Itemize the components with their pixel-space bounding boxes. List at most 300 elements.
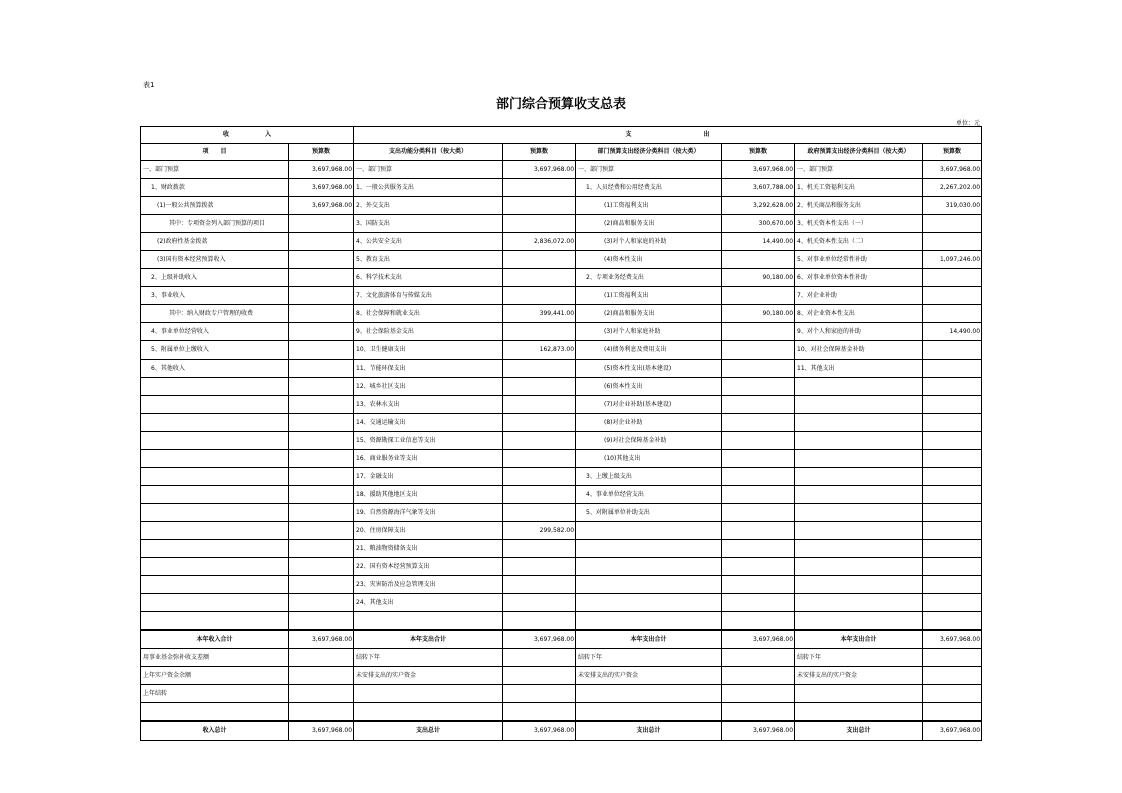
item-cell bbox=[354, 703, 503, 722]
amount-cell bbox=[503, 485, 576, 503]
item-cell bbox=[354, 685, 503, 703]
item-cell bbox=[795, 449, 923, 467]
item-cell bbox=[141, 485, 289, 503]
table-row bbox=[141, 721, 982, 740]
amount-cell bbox=[503, 558, 576, 576]
amount-cell bbox=[503, 449, 576, 467]
amount-cell bbox=[923, 449, 982, 467]
amount-cell bbox=[722, 377, 795, 395]
amount-cell bbox=[289, 251, 354, 269]
amount-cell: 90,180.00 bbox=[722, 305, 795, 323]
amount-cell: 3,697,968.00 bbox=[503, 161, 576, 179]
amount-cell: 2,267,202.00 bbox=[923, 179, 982, 197]
amount-cell: 3,697,968.00 bbox=[923, 161, 982, 179]
amount-cell bbox=[503, 431, 576, 449]
item-cell: (9)对社会保障基金补助 bbox=[576, 431, 722, 449]
item-cell: 4、事业单位经营收入 bbox=[141, 323, 289, 341]
amount-cell bbox=[289, 287, 354, 305]
item-cell bbox=[141, 594, 289, 612]
item-cell: 1、财政拨款 bbox=[141, 179, 289, 197]
table-row bbox=[141, 359, 982, 377]
amount-cell bbox=[289, 503, 354, 521]
item-cell: (1)工资福利支出 bbox=[576, 197, 722, 215]
amount-cell bbox=[289, 305, 354, 323]
table-row bbox=[141, 558, 982, 576]
amount-cell: 3,697,968.00 bbox=[722, 721, 795, 740]
item-cell: (6)资本性支出 bbox=[576, 377, 722, 395]
item-cell: 5、教育支出 bbox=[354, 251, 503, 269]
item-cell: 2、专项业务经费支出 bbox=[576, 269, 722, 287]
amount-cell bbox=[289, 359, 354, 377]
item-cell: 17、金融支出 bbox=[354, 467, 503, 485]
table-row bbox=[141, 576, 982, 594]
amount-cell: 3,697,968.00 bbox=[503, 630, 576, 649]
table-row bbox=[141, 612, 982, 631]
amount-cell bbox=[722, 521, 795, 539]
item-cell: 4、事业单位经营支出 bbox=[576, 485, 722, 503]
amount-cell bbox=[503, 667, 576, 685]
amount-cell bbox=[722, 485, 795, 503]
item-cell bbox=[141, 576, 289, 594]
item-cell: 本年支出合计 bbox=[576, 630, 722, 649]
amount-cell bbox=[923, 703, 982, 722]
amount-cell bbox=[289, 323, 354, 341]
item-cell bbox=[576, 521, 722, 539]
item-cell: 结转下年 bbox=[354, 649, 503, 667]
amount-cell bbox=[722, 467, 795, 485]
amount-cell bbox=[722, 287, 795, 305]
amount-cell bbox=[289, 395, 354, 413]
amount-cell bbox=[923, 215, 982, 233]
item-cell: 9、对个人和家庭的补助 bbox=[795, 323, 923, 341]
amount-cell bbox=[722, 413, 795, 431]
amount-cell bbox=[289, 521, 354, 539]
item-cell: 21、粮油物资储备支出 bbox=[354, 539, 503, 557]
expense-header: 支 出 bbox=[354, 127, 982, 144]
item-cell: 8、对企业资本性支出 bbox=[795, 305, 923, 323]
table-number-label: 表1 bbox=[143, 81, 155, 89]
amount-cell: 299,582.00 bbox=[503, 521, 576, 539]
amount-cell bbox=[923, 539, 982, 557]
item-cell: 7、文化旅游体育与传媒支出 bbox=[354, 287, 503, 305]
table-row bbox=[141, 179, 982, 197]
amount-cell bbox=[503, 251, 576, 269]
item-cell: 11、其他支出 bbox=[795, 359, 923, 377]
item-cell: 1、人员经费和公用经费支出 bbox=[576, 179, 722, 197]
item-cell: 7、对企业补助 bbox=[795, 287, 923, 305]
amount-cell: 319,030.00 bbox=[923, 197, 982, 215]
table-row bbox=[141, 431, 982, 449]
amount-cell bbox=[289, 467, 354, 485]
item-cell: 结转下年 bbox=[795, 649, 923, 667]
amount-cell bbox=[503, 377, 576, 395]
amount-cell bbox=[923, 395, 982, 413]
amount-cell: 90,180.00 bbox=[722, 269, 795, 287]
amount-cell bbox=[289, 649, 354, 667]
amount-cell bbox=[503, 359, 576, 377]
item-cell: 其中：纳入财政专户管理的收费 bbox=[141, 305, 289, 323]
item-cell: 10、卫生健康支出 bbox=[354, 341, 503, 359]
amount-cell bbox=[289, 594, 354, 612]
amount-cell: 300,670.00 bbox=[722, 215, 795, 233]
amount-cell: 2,836,072.00 bbox=[503, 233, 576, 251]
table-row bbox=[141, 485, 982, 503]
item-cell bbox=[795, 485, 923, 503]
budget-column-header: 预算数 bbox=[289, 144, 354, 161]
amount-cell bbox=[503, 685, 576, 703]
item-cell: 1、一般公共服务支出 bbox=[354, 179, 503, 197]
income-header: 收 入 bbox=[141, 127, 354, 144]
amount-cell: 3,697,968.00 bbox=[289, 630, 354, 649]
budget-column-header: 预算数 bbox=[923, 144, 982, 161]
item-cell bbox=[141, 395, 289, 413]
item-cell: 用事业基金弥补收支差额 bbox=[141, 649, 289, 667]
amount-cell bbox=[503, 467, 576, 485]
item-cell: 一、部门预算 bbox=[354, 161, 503, 179]
amount-cell bbox=[923, 594, 982, 612]
item-cell: 3、机关资本性支出（一） bbox=[795, 215, 923, 233]
table-row bbox=[141, 685, 982, 703]
item-cell bbox=[141, 413, 289, 431]
amount-cell bbox=[923, 377, 982, 395]
amount-cell bbox=[923, 667, 982, 685]
item-cell: 14、交通运输支出 bbox=[354, 413, 503, 431]
amount-cell bbox=[289, 413, 354, 431]
item-cell: 未安排支出的实户资金 bbox=[354, 667, 503, 685]
table-row bbox=[141, 539, 982, 557]
item-cell bbox=[576, 685, 722, 703]
item-cell: 上年实户资金余额 bbox=[141, 667, 289, 685]
amount-cell: 3,697,968.00 bbox=[722, 161, 795, 179]
amount-cell bbox=[923, 413, 982, 431]
amount-cell bbox=[722, 341, 795, 359]
amount-cell bbox=[289, 341, 354, 359]
item-cell: 5、对附属单位补助支出 bbox=[576, 503, 722, 521]
amount-cell: 399,441.00 bbox=[503, 305, 576, 323]
item-cell: (1)工资福利支出 bbox=[576, 287, 722, 305]
item-cell: 一、部门预算 bbox=[141, 161, 289, 179]
item-cell bbox=[795, 395, 923, 413]
item-cell bbox=[795, 612, 923, 631]
item-cell: 未安排支出的实户资金 bbox=[576, 667, 722, 685]
amount-cell bbox=[503, 395, 576, 413]
table-row bbox=[141, 703, 982, 722]
amount-cell bbox=[923, 558, 982, 576]
amount-cell bbox=[503, 215, 576, 233]
amount-cell bbox=[289, 539, 354, 557]
amount-cell: 14,490.00 bbox=[923, 323, 982, 341]
item-cell bbox=[141, 703, 289, 722]
item-cell bbox=[141, 539, 289, 557]
item-cell: 5、附属单位上缴收入 bbox=[141, 341, 289, 359]
item-cell: 15、资源勘探工业信息等支出 bbox=[354, 431, 503, 449]
amount-cell bbox=[503, 413, 576, 431]
item-cell: 23、灾害防治及应急管理支出 bbox=[354, 576, 503, 594]
item-cell: 5、对事业单位经常性补助 bbox=[795, 251, 923, 269]
item-cell: 2、外交支出 bbox=[354, 197, 503, 215]
item-cell: 3、事业收入 bbox=[141, 287, 289, 305]
amount-cell bbox=[289, 558, 354, 576]
amount-cell bbox=[923, 359, 982, 377]
table-row bbox=[141, 395, 982, 413]
amount-cell bbox=[289, 685, 354, 703]
item-cell: 6、其他收入 bbox=[141, 359, 289, 377]
table-row bbox=[141, 649, 982, 667]
amount-cell bbox=[923, 521, 982, 539]
table-row bbox=[141, 251, 982, 269]
amount-cell bbox=[722, 449, 795, 467]
item-cell bbox=[795, 576, 923, 594]
item-cell: (10)其他支出 bbox=[576, 449, 722, 467]
amount-cell bbox=[722, 558, 795, 576]
amount-cell: 3,697,968.00 bbox=[289, 179, 354, 197]
item-cell bbox=[795, 467, 923, 485]
item-cell bbox=[795, 413, 923, 431]
gov-economic-class-column-header: 政府预算支出经济分类科目（按大类） bbox=[795, 144, 923, 161]
item-cell bbox=[795, 521, 923, 539]
item-cell: 结转下年 bbox=[576, 649, 722, 667]
table-row bbox=[141, 269, 982, 287]
item-cell: 16、商业服务业等支出 bbox=[354, 449, 503, 467]
amount-cell bbox=[289, 703, 354, 722]
item-cell: 收入总计 bbox=[141, 721, 289, 740]
amount-cell bbox=[289, 233, 354, 251]
amount-cell: 3,697,968.00 bbox=[503, 721, 576, 740]
amount-cell bbox=[503, 539, 576, 557]
item-cell: 9、社会保险基金支出 bbox=[354, 323, 503, 341]
item-cell: 2、机关商品和服务支出 bbox=[795, 197, 923, 215]
amount-cell bbox=[923, 685, 982, 703]
table-row bbox=[141, 305, 982, 323]
item-cell: 支出总计 bbox=[354, 721, 503, 740]
amount-cell bbox=[289, 576, 354, 594]
item-cell: 10、对社会保障基金补助 bbox=[795, 341, 923, 359]
item-cell: (1)一般公共预算拨款 bbox=[141, 197, 289, 215]
item-cell: 6、科学技术支出 bbox=[354, 269, 503, 287]
table-row bbox=[141, 449, 982, 467]
amount-cell bbox=[722, 594, 795, 612]
item-cell: 未安排支出的实户资金 bbox=[795, 667, 923, 685]
amount-cell: 14,490.00 bbox=[722, 233, 795, 251]
item-cell bbox=[795, 685, 923, 703]
amount-cell: 1,097,246.00 bbox=[923, 251, 982, 269]
item-cell bbox=[795, 703, 923, 722]
amount-cell bbox=[722, 649, 795, 667]
item-cell bbox=[576, 703, 722, 722]
amount-cell bbox=[923, 305, 982, 323]
amount-cell bbox=[923, 612, 982, 631]
amount-cell bbox=[722, 323, 795, 341]
amount-cell: 3,697,968.00 bbox=[289, 197, 354, 215]
item-cell bbox=[576, 558, 722, 576]
item-cell bbox=[141, 558, 289, 576]
amount-cell bbox=[503, 576, 576, 594]
amount-cell: 3,697,968.00 bbox=[923, 630, 982, 649]
item-cell: 18、援助其他地区支出 bbox=[354, 485, 503, 503]
item-cell: 24、其他支出 bbox=[354, 594, 503, 612]
amount-cell bbox=[503, 323, 576, 341]
item-cell bbox=[141, 521, 289, 539]
amount-cell bbox=[722, 576, 795, 594]
amount-cell bbox=[923, 269, 982, 287]
item-cell bbox=[576, 539, 722, 557]
item-cell: 本年支出合计 bbox=[795, 630, 923, 649]
item-cell: 20、住房保障支出 bbox=[354, 521, 503, 539]
amount-cell bbox=[923, 576, 982, 594]
table-row bbox=[141, 667, 982, 685]
amount-cell bbox=[289, 377, 354, 395]
amount-cell bbox=[923, 649, 982, 667]
item-cell bbox=[141, 503, 289, 521]
budget-summary-table bbox=[140, 126, 982, 741]
amount-cell: 3,697,968.00 bbox=[289, 161, 354, 179]
table-row bbox=[141, 233, 982, 251]
amount-cell bbox=[289, 667, 354, 685]
amount-cell: 162,873.00 bbox=[503, 341, 576, 359]
item-cell: 2、上级补助收入 bbox=[141, 269, 289, 287]
item-cell: (3)国有资本经营预算收入 bbox=[141, 251, 289, 269]
amount-cell bbox=[923, 431, 982, 449]
table-row bbox=[141, 323, 982, 341]
item-cell: (7)对企业补助(基本建设) bbox=[576, 395, 722, 413]
unit-label: 单位：元 bbox=[955, 120, 980, 127]
amount-cell bbox=[503, 179, 576, 197]
item-cell: (3)对个人和家庭的补助 bbox=[576, 233, 722, 251]
item-cell: 12、城乡社区支出 bbox=[354, 377, 503, 395]
table-row bbox=[141, 413, 982, 431]
item-cell: 6、对事业单位资本性补助 bbox=[795, 269, 923, 287]
amount-cell bbox=[722, 431, 795, 449]
amount-cell bbox=[923, 467, 982, 485]
amount-cell bbox=[923, 485, 982, 503]
item-cell: 其中：专项资金列入部门预算的项目 bbox=[141, 215, 289, 233]
amount-cell bbox=[722, 612, 795, 631]
amount-cell bbox=[289, 612, 354, 631]
amount-cell: 3,607,788.00 bbox=[722, 179, 795, 197]
item-cell: 3、上缴上级支出 bbox=[576, 467, 722, 485]
item-cell: 一、部门预算 bbox=[576, 161, 722, 179]
item-cell: 本年支出合计 bbox=[354, 630, 503, 649]
item-cell bbox=[141, 431, 289, 449]
amount-cell bbox=[503, 703, 576, 722]
item-cell: (4)资本性支出 bbox=[576, 251, 722, 269]
dept-economic-class-column-header: 部门预算支出经济分类科目（按大类） bbox=[576, 144, 722, 161]
amount-cell bbox=[503, 287, 576, 305]
item-cell: 22、国有资本经营预算支出 bbox=[354, 558, 503, 576]
table-row bbox=[141, 377, 982, 395]
budget-column-header: 预算数 bbox=[503, 144, 576, 161]
item-cell bbox=[576, 576, 722, 594]
item-cell bbox=[795, 594, 923, 612]
table-row bbox=[141, 197, 982, 215]
item-cell: 一、部门预算 bbox=[795, 161, 923, 179]
function-class-column-header: 支出功能分类科目（按大类） bbox=[354, 144, 503, 161]
item-cell bbox=[795, 558, 923, 576]
amount-cell bbox=[923, 233, 982, 251]
amount-cell bbox=[722, 359, 795, 377]
item-column-header: 项 目 bbox=[141, 144, 289, 161]
amount-cell bbox=[503, 594, 576, 612]
amount-cell bbox=[722, 251, 795, 269]
item-cell bbox=[354, 612, 503, 631]
item-cell: 4、机关资本性支出（二） bbox=[795, 233, 923, 251]
page-title: 部门综合预算收支总表 bbox=[495, 97, 626, 112]
amount-cell bbox=[722, 503, 795, 521]
item-cell bbox=[576, 612, 722, 631]
amount-cell bbox=[722, 685, 795, 703]
amount-cell bbox=[923, 287, 982, 305]
item-cell: 11、节能环保支出 bbox=[354, 359, 503, 377]
item-cell: 4、公共安全支出 bbox=[354, 233, 503, 251]
amount-cell bbox=[503, 612, 576, 631]
amount-cell: 3,697,968.00 bbox=[289, 721, 354, 740]
budget-column-header: 预算数 bbox=[722, 144, 795, 161]
amount-cell bbox=[289, 449, 354, 467]
item-cell: (3)对个人和家庭补助 bbox=[576, 323, 722, 341]
amount-cell: 3,292,628.00 bbox=[722, 197, 795, 215]
item-cell: 1、机关工资福利支出 bbox=[795, 179, 923, 197]
item-cell: 上年结转 bbox=[141, 685, 289, 703]
item-cell bbox=[141, 377, 289, 395]
table-row bbox=[141, 467, 982, 485]
item-cell: 13、农林水支出 bbox=[354, 395, 503, 413]
item-cell: 8、社会保障和就业支出 bbox=[354, 305, 503, 323]
amount-cell bbox=[722, 667, 795, 685]
item-cell bbox=[795, 431, 923, 449]
amount-cell bbox=[503, 269, 576, 287]
amount-cell bbox=[722, 395, 795, 413]
item-cell bbox=[576, 594, 722, 612]
item-cell bbox=[141, 612, 289, 631]
item-cell bbox=[795, 503, 923, 521]
item-cell bbox=[795, 539, 923, 557]
amount-cell bbox=[289, 485, 354, 503]
amount-cell bbox=[503, 503, 576, 521]
item-cell: (2)商品和服务支出 bbox=[576, 305, 722, 323]
item-cell: (8)对企业补助 bbox=[576, 413, 722, 431]
amount-cell bbox=[289, 431, 354, 449]
amount-cell bbox=[923, 503, 982, 521]
amount-cell bbox=[722, 703, 795, 722]
item-cell: 支出总计 bbox=[795, 721, 923, 740]
item-cell: (4)债务利息及费用支出 bbox=[576, 341, 722, 359]
table-row bbox=[141, 161, 982, 179]
item-cell bbox=[141, 449, 289, 467]
table-row bbox=[141, 630, 982, 649]
amount-cell bbox=[923, 341, 982, 359]
table-row bbox=[141, 521, 982, 539]
item-cell: (2)政府性基金拨款 bbox=[141, 233, 289, 251]
table-row bbox=[141, 287, 982, 305]
item-cell: (2)商品和服务支出 bbox=[576, 215, 722, 233]
item-cell: 3、国防支出 bbox=[354, 215, 503, 233]
amount-cell bbox=[722, 539, 795, 557]
amount-cell bbox=[503, 197, 576, 215]
item-cell bbox=[795, 377, 923, 395]
item-cell: 19、自然资源海洋气象等支出 bbox=[354, 503, 503, 521]
table-row bbox=[141, 341, 982, 359]
amount-cell bbox=[289, 269, 354, 287]
amount-cell: 3,697,968.00 bbox=[923, 721, 982, 740]
amount-cell bbox=[503, 649, 576, 667]
amount-cell: 3,697,968.00 bbox=[722, 630, 795, 649]
table-row bbox=[141, 503, 982, 521]
item-cell: 支出总计 bbox=[576, 721, 722, 740]
table-row bbox=[141, 215, 982, 233]
item-cell bbox=[141, 467, 289, 485]
table-row bbox=[141, 594, 982, 612]
item-cell: 本年收入合计 bbox=[141, 630, 289, 649]
